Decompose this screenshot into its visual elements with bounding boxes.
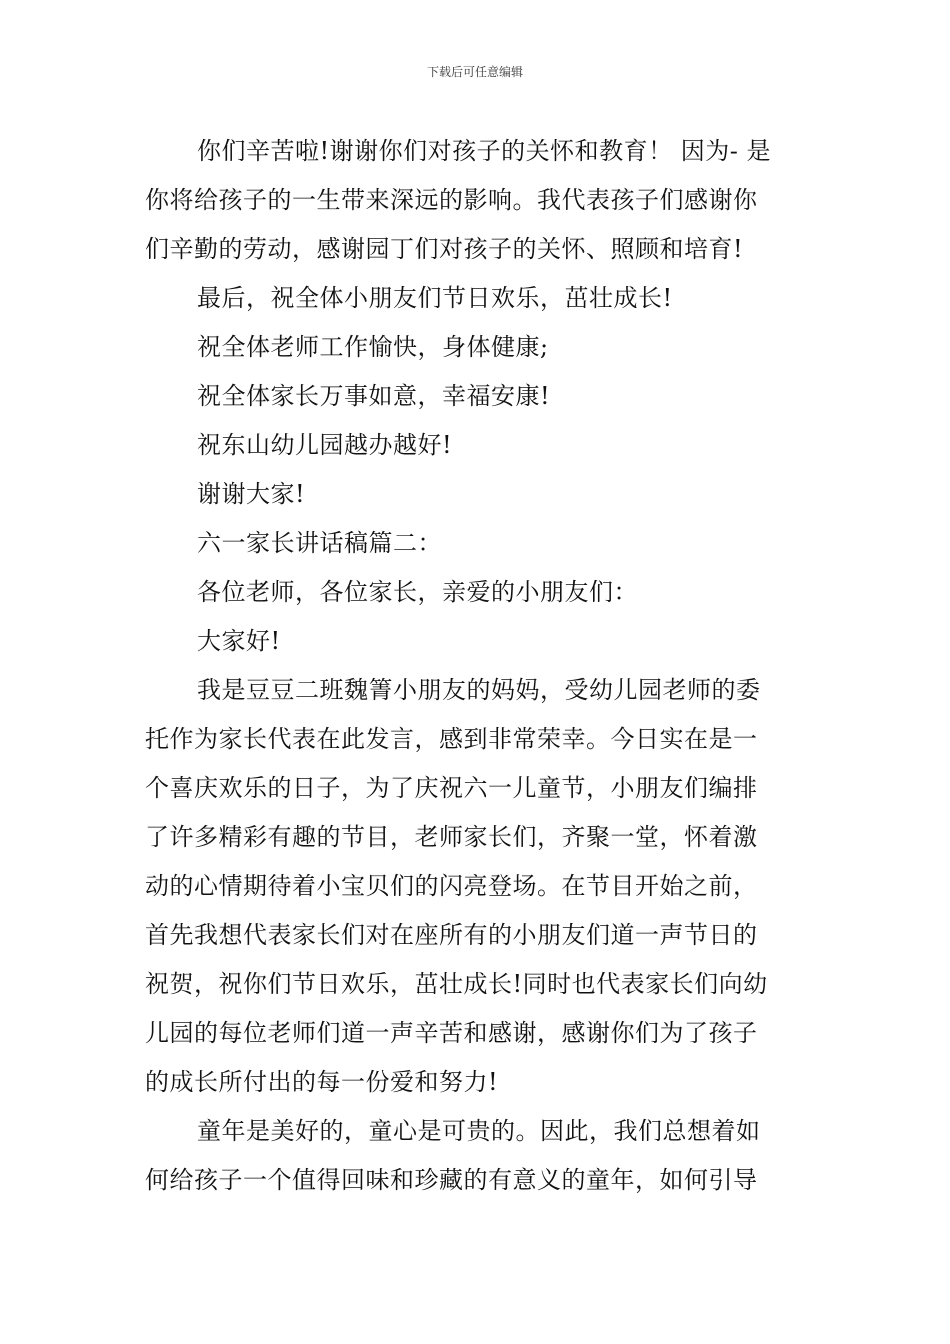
paragraph-line: 祝全体老师工作愉快，身体健康; — [197, 333, 549, 361]
paragraph-line: 祝全体家长万事如意，幸福安康! — [197, 382, 551, 410]
paragraph-line: 你们辛苦啦!谢谢你们对孩子的关怀和教育！ 因为- 是 — [197, 137, 772, 165]
document-body — [145, 127, 807, 1205]
salutation-line: 各位老师，各位家长，亲爱的小朋友们： — [197, 578, 638, 606]
paragraph-line: 的成长所付出的每一份爱和努力! — [145, 1068, 499, 1096]
paragraph-line: 了许多精彩有趣的节目，老师家长们，齐聚一堂，怀着激 — [145, 823, 758, 851]
greeting-line: 大家好! — [197, 627, 281, 655]
paragraph-line: 祝贺，祝你们节日欢乐，茁壮成长!同时也代表家长们向幼 — [145, 970, 768, 998]
paragraph-line: 个喜庆欢乐的日子，为了庆祝六一儿童节，小朋友们编排 — [145, 774, 758, 802]
paragraph-line: 托作为家长代表在此发言，感到非常荣幸。今日实在是一 — [145, 725, 758, 753]
paragraph-line: 首先我想代表家长们对在座所有的小朋友们道一声节日的 — [145, 921, 758, 949]
paragraph-line: 们辛勤的劳动，感谢园丁们对孩子的关怀、照顾和培育! — [145, 235, 744, 263]
page-header: 下载后可任意编辑 — [426, 65, 523, 79]
section-heading: 六一家长讲话稿篇二： — [197, 529, 442, 557]
paragraph-line: 动的心情期待着小宝贝们的闪亮登场。在节目开始之前， — [145, 872, 758, 900]
paragraph-line: 何给孩子一个值得回味和珍藏的有意义的童年，如何引导 — [145, 1166, 758, 1194]
paragraph-line: 你将给孩子的一生带来深远的影响。我代表孩子们感谢你 — [145, 186, 758, 214]
paragraph-line: 最后，祝全体小朋友们节日欢乐，茁壮成长! — [197, 284, 673, 312]
paragraph-line: 童年是美好的，童心是可贵的。因此，我们总想着如 — [197, 1117, 761, 1145]
paragraph-line: 儿园的每位老师们道一声辛苦和感谢，感谢你们为了孩子 — [145, 1019, 758, 1047]
paragraph-line: 谢谢大家! — [197, 480, 306, 508]
paragraph-line: 我是豆豆二班魏箐小朋友的妈妈，受幼儿园老师的委 — [197, 676, 761, 704]
paragraph-line: 祝东山幼儿园越办越好! — [197, 431, 453, 459]
